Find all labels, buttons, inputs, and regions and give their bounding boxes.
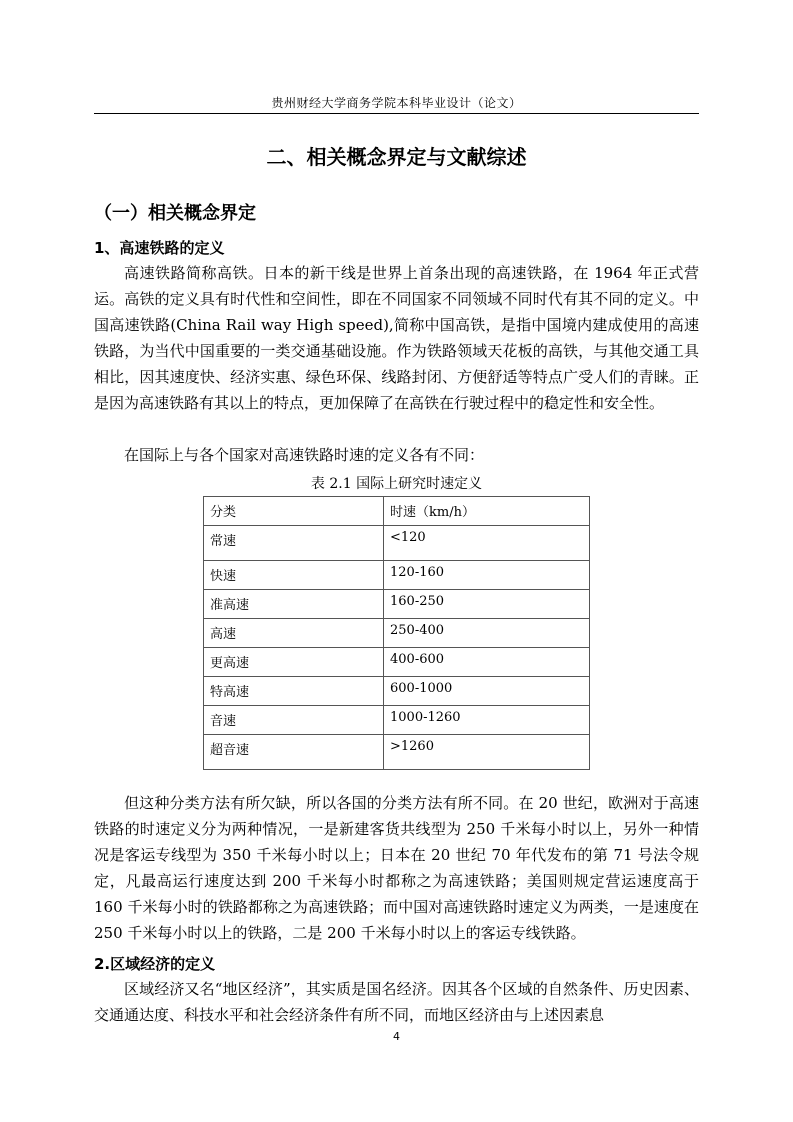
page-number: 4: [393, 1030, 400, 1043]
table-cell: 1000-1260: [384, 706, 590, 735]
table-cell: 400-600: [384, 648, 590, 677]
subsection-heading-2: 2.区域经济的定义: [94, 955, 216, 973]
table-cell: 160-250: [384, 590, 590, 619]
table-row: [204, 590, 590, 619]
subsection-heading-1: 1、高速铁路的定义: [94, 239, 225, 257]
paragraph-classification: 但这种分类方法有所欠缺，所以各国的分类方法有所不同。在 20 世纪，欧洲对于高速铁路的时速定义分为两种情况，一是新建客货共线型为 250 千米每小时以上，另外一种情况是客运专线型为 350 千米每小时以上；日本在 20 世纪 70 年代发布的第 71 号法令规定，凡最高运行速度达到 200 千米每小时都称之为高速铁路；美国则规定营运速度高于 160 千米每小时的铁路都称之为高速铁路；而中国对高速铁路时速定义为两类，一是速度在 250 千米每小时以上的铁路，二是 200 千米每小时以上的客运专线铁路。: [94, 794, 699, 942]
table-row: [204, 735, 590, 770]
table-cell: 250-400: [384, 619, 590, 648]
table-cell: 600-1000: [384, 677, 590, 706]
table-cell: 特高速: [204, 677, 384, 706]
table-row: [204, 648, 590, 677]
table-caption: 表 2.1 国际上研究时速定义: [310, 476, 483, 492]
table-header-cell: 分类: [204, 497, 384, 526]
table-cell: <120: [384, 526, 590, 561]
table-row: [204, 619, 590, 648]
paragraph-hsr-definition: 高速铁路简称高铁。日本的新干线是世界上首条出现的高速铁路，在 1964 年正式营运。高铁的定义具有时代性和空间性，即在不同国家不同领域不同时代有其不同的定义。中国高速铁路(China Rail way High speed),简称中国高铁，是指中国境内建成使用的高速铁路，为当代中国重要的一类交通基础设施。作为铁路领域天花板的高铁，与其他交通工具相比，因其速度快、经济实惠、绿色环保、线路封闭、方便舒适等特点广受人们的青睐。正是因为高速铁路有其以上的特点，更加保障了在高铁在行驶过程中的稳定性和安全性。: [94, 264, 699, 412]
table-row: [204, 526, 590, 561]
paragraph-regional-economy: 区域经济又名“地区经济”，其实质是国名经济。因其各个区域的自然条件、历史因素、交通通达度、科技水平和社会经济条件有所不同，而地区经济由与上述因素息: [94, 980, 699, 1024]
table-cell: 更高速: [204, 648, 384, 677]
table-cell: 120-160: [384, 561, 590, 590]
table-cell: 音速: [204, 706, 384, 735]
chapter-title: 二、相关概念界定与文献综述: [266, 145, 527, 169]
table-cell: 高速: [204, 619, 384, 648]
table-row: [204, 677, 590, 706]
table-cell: 常速: [204, 526, 384, 561]
table-cell: 准高速: [204, 590, 384, 619]
table-cell: 超音速: [204, 735, 384, 770]
table-header-row: [204, 497, 590, 526]
running-header: 贵州财经大学商务学院本科毕业设计（论文）: [271, 96, 522, 110]
section-heading: （一）相关概念界定: [94, 203, 256, 224]
table-row: [204, 561, 590, 590]
table-cell: >1260: [384, 735, 590, 770]
table-header-cell: 时速（km/h）: [384, 497, 590, 526]
speed-definition-table: [203, 496, 590, 770]
header-rule: [94, 113, 699, 114]
paragraph-table-intro: 在国际上与各个国家对高速铁路时速的定义各有不同：: [124, 446, 485, 464]
table-cell: 快速: [204, 561, 384, 590]
table-row: [204, 706, 590, 735]
